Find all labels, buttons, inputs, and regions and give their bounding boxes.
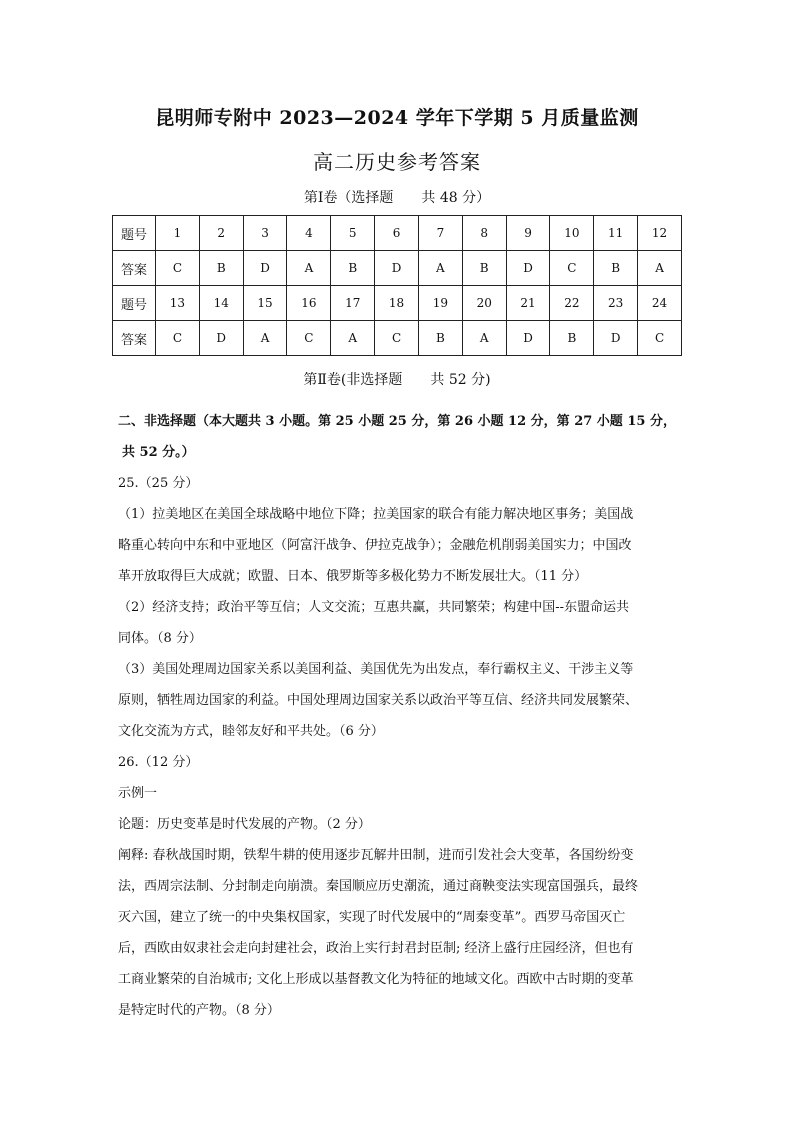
question-26-heading: 26.（12 分） (118, 755, 199, 770)
question-number-cell: 12 (638, 216, 682, 251)
q26-explanation-line: 后，西欧由奴隶社会走向封建社会，政治上实行封君封臣制; 经济上盛行庄园经济，但也有 (118, 941, 634, 956)
answer-letter-cell: C (550, 251, 594, 286)
question-number-cell: 15 (243, 286, 287, 321)
q26-explanation-line: 是特定时代的产物。（8 分） (118, 1003, 280, 1018)
section2-heading (0, 369, 794, 389)
answer-letter-cell: D (506, 321, 550, 356)
question-number-cell: 19 (418, 286, 462, 321)
q25-part3-line: 文化交流为方式，睦邻友好和平共处。（6 分） (118, 724, 384, 739)
answer-letter-cell: D (199, 321, 243, 356)
question-number-cell: 5 (331, 216, 375, 251)
q25-part1-line: （1）拉美地区在美国全球战略中地位下降；拉美国家的联合有能力解决地区事务；美国战 (118, 507, 634, 522)
section2-heading-part-b: 共 52 分) (430, 372, 491, 388)
question-number-cell: 7 (418, 216, 462, 251)
q25-part2-line: 同体。（8 分） (118, 631, 202, 646)
question-number-cell: 23 (594, 286, 638, 321)
answer-letter-cell: A (287, 251, 331, 286)
q25-part1-line: 革开放取得巨大成就；欧盟、日本、俄罗斯等多极化势力不断发展壮大。（11 分） (118, 569, 588, 584)
question-number-cell: 2 (199, 216, 243, 251)
answer-row (113, 251, 682, 286)
answer-letter-cell: A (462, 321, 506, 356)
q25-part2-line: （2）经济支持；政治平等互信；人文交流；互惠共赢，共同繁荣；构建中国--东盟命运共 (118, 600, 630, 615)
section1-heading-part-a: 第Ⅰ卷（选择题 (303, 190, 394, 206)
question-25-heading: 25.（25 分） (118, 476, 199, 491)
section1-heading (0, 187, 794, 207)
question-number-cell: 1 (156, 216, 200, 251)
answer-letter-cell: C (375, 321, 419, 356)
answer-letter-cell: B (462, 251, 506, 286)
q25-part3-line: （3）美国处理周边国家关系以美国利益、美国优先为出发点，奉行霸权主义、干涉主义等 (118, 662, 634, 677)
question-number-cell: 24 (638, 286, 682, 321)
answer-letter-cell: D (243, 251, 287, 286)
q26-thesis: 论题：历史变革是时代发展的产物。（2 分） (118, 817, 371, 832)
row-label-question: 题号 (113, 216, 156, 251)
question-number-cell: 4 (287, 216, 331, 251)
answer-letter-cell: B (594, 251, 638, 286)
answer-letter-cell: A (243, 321, 287, 356)
answer-letter-cell: B (199, 251, 243, 286)
q26-explanation-line: 灭六国，建立了统一的中央集权国家，实现了时代发展中的“周秦变革”。西罗马帝国灭亡 (118, 910, 626, 925)
row-label-question: 题号 (113, 286, 156, 321)
answer-letter-cell: B (550, 321, 594, 356)
answer-letter-cell: A (638, 251, 682, 286)
question-number-cell: 3 (243, 216, 287, 251)
question-number-cell: 11 (594, 216, 638, 251)
question-number-cell: 6 (375, 216, 419, 251)
answer-letter-cell: C (638, 321, 682, 356)
answer-letter-cell: D (375, 251, 419, 286)
answer-letter-cell: D (594, 321, 638, 356)
question-number-cell: 17 (331, 286, 375, 321)
answer-row (113, 321, 682, 356)
answer-letter-cell: B (418, 321, 462, 356)
q26-explanation-line: 工商业繁荣的自治城市; 文化上形成以基督教文化为特征的地域文化。西欧中古时期的变革 (118, 972, 634, 987)
q26-example-label: 示例一 (118, 786, 158, 801)
answer-letter-cell: C (156, 321, 200, 356)
question-number-cell: 22 (550, 286, 594, 321)
row-label-answer: 答案 (113, 321, 156, 356)
q26-explanation-line: 法，西周宗法制、分封制走向崩溃。秦国顺应历史潮流，通过商鞅变法实现富国强兵，最终 (118, 879, 639, 894)
answer-letter-cell: C (287, 321, 331, 356)
question-number-cell: 13 (156, 286, 200, 321)
answer-body (118, 406, 688, 1026)
question-number-cell: 10 (550, 216, 594, 251)
question-number-cell: 9 (506, 216, 550, 251)
section1-heading-part-b: 共 48 分） (421, 190, 491, 206)
question-number-cell: 16 (287, 286, 331, 321)
question-number-cell: 20 (462, 286, 506, 321)
document-title: 昆明师专附中 2023—2024 学年下学期 5 月质量监测 (155, 107, 639, 129)
answer-letter-cell: B (331, 251, 375, 286)
section2-heading-part-a: 第Ⅱ卷(非选择题 (303, 372, 403, 388)
question-number-cell: 8 (462, 216, 506, 251)
non-choice-intro-line: 共 52 分。） (122, 445, 195, 460)
q26-explanation-line: 阐释: 春秋战国时期，铁犁牛耕的使用逐步瓦解井田制，进而引发社会大变革，各国纷纷变 (118, 848, 634, 863)
question-number-cell: 14 (199, 286, 243, 321)
question-number-row (113, 216, 682, 251)
question-number-row (113, 286, 682, 321)
question-number-cell: 18 (375, 286, 419, 321)
answer-letter-cell: A (331, 321, 375, 356)
q25-part3-line: 原则，牺牲周边国家的利益。中国处理周边国家关系以政治平等互信、经济共同发展繁荣、 (118, 693, 639, 708)
non-choice-intro-line: 二、非选择题（本大题共 3 小题。第 25 小题 25 分，第 26 小题 12 分，第 27 小题 15 分， (118, 414, 676, 429)
q25-part1-line: 略重心转向中东和中亚地区（阿富汗战争、伊拉克战争）；金融危机削弱美国实力；中国改 (118, 538, 632, 553)
answer-letter-cell: A (418, 251, 462, 286)
question-number-cell: 21 (506, 286, 550, 321)
answer-letter-cell: C (156, 251, 200, 286)
row-label-answer: 答案 (113, 251, 156, 286)
document-subtitle: 高二历史参考答案 (313, 150, 481, 174)
answer-letter-cell: D (506, 251, 550, 286)
multiple-choice-answer-table (112, 215, 682, 356)
